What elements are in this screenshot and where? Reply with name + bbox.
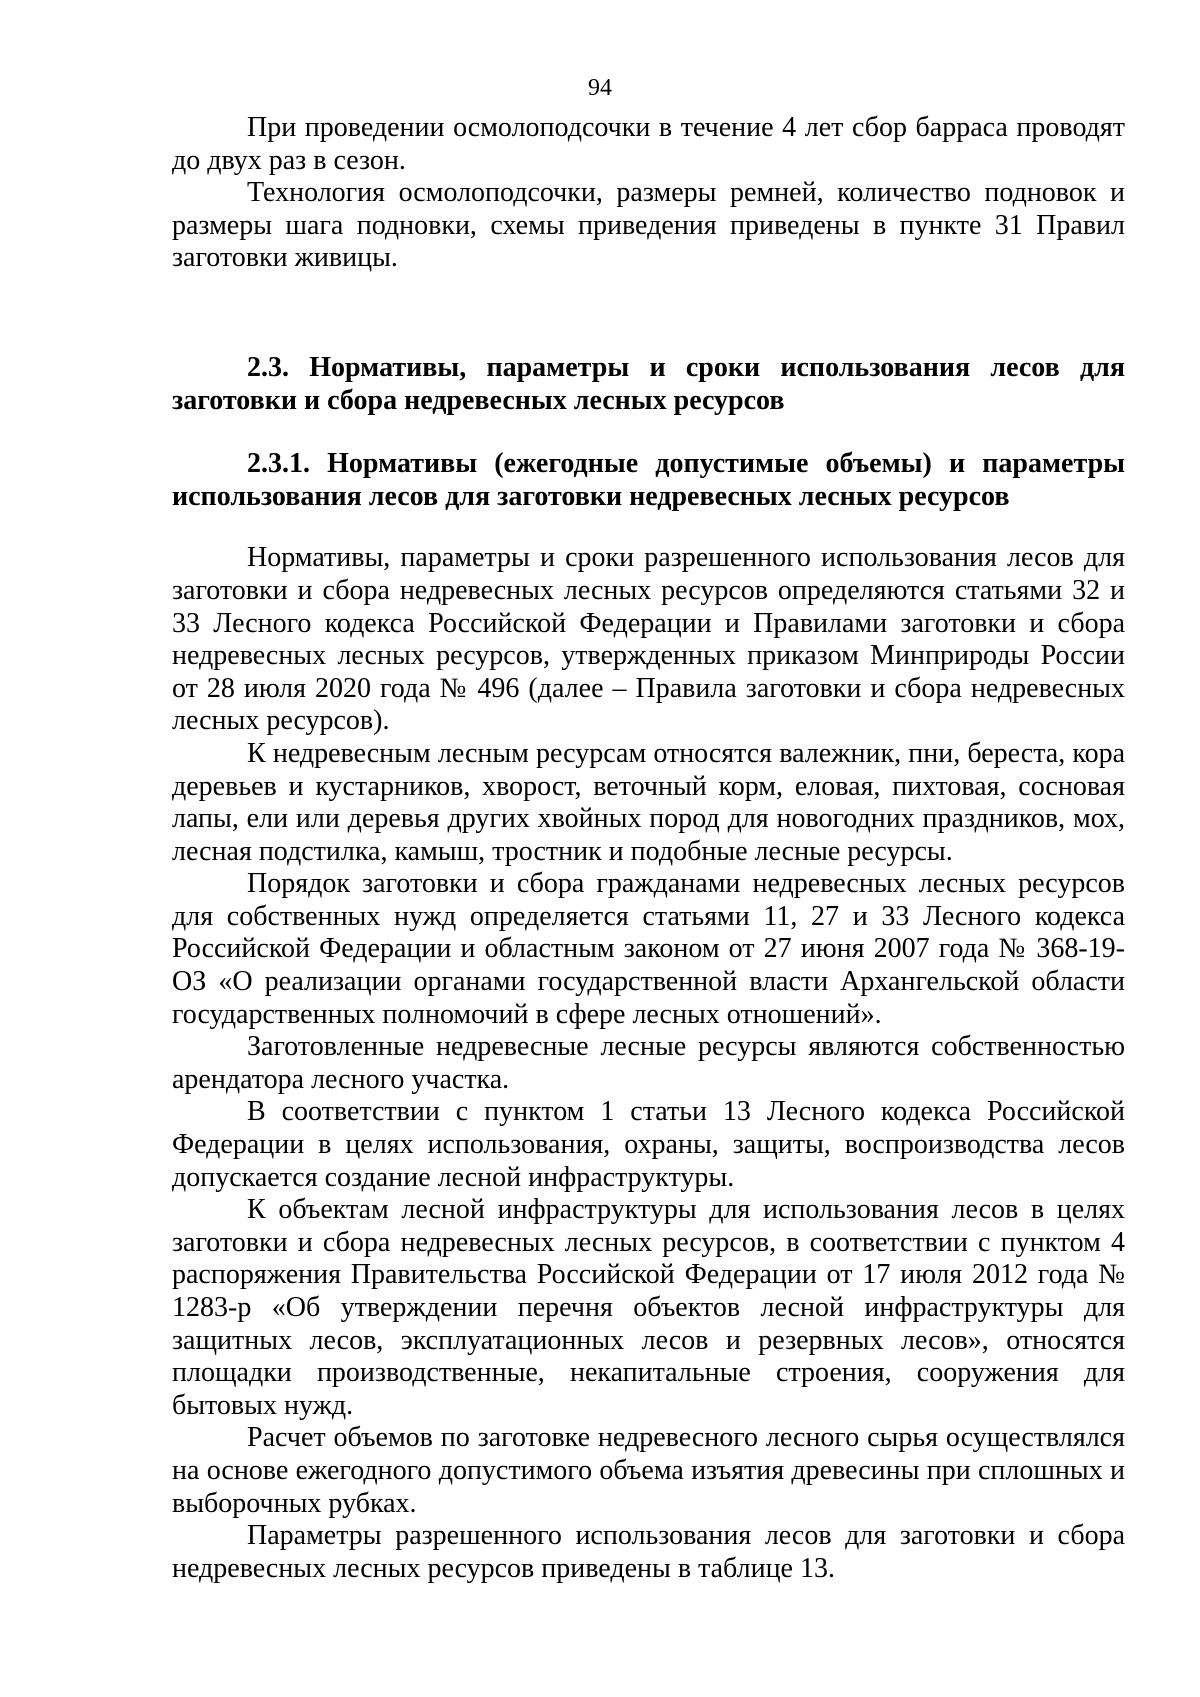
paragraph-barras: При проведении осмолоподсочки в течение 4 лет сбор барраса проводят до двух раз в сезон. [172, 112, 1125, 176]
paragraph-resources-list: К недревесным лесным ресурсам относятся валежник, пни, береста, кора деревьев и кустарников, хворост, веточный корм, еловая, пихтовая, сосновая лапы, ели или деревья других хвойных пород для новогодних праздников, мох, лесная подстилка, камыш, тростник и подобные лесные ресурсы. [172, 737, 1125, 867]
paragraph-ownership: Заготовленные недревесные лесные ресурсы являются собственностью арендатора лесного участка. [172, 1031, 1125, 1095]
paragraph-infrastructure: В соответствии с пунктом 1 статьи 13 Лесного кодекса Российской Федерации в целях использования, охраны, защиты, воспроизводства лесов допускается создание лесной инфраструктуры. [172, 1096, 1125, 1193]
subsection-heading: 2.3.1. Нормативы (ежегодные допустимые объемы) и параметры использования лесов для заготовки недревесных лесных ресурсов [172, 448, 1125, 512]
paragraph-citizens-order: Порядок заготовки и сбора гражданами недревесных лесных ресурсов для собственных нужд определяется статьями 11, 27 и 33 Лесного кодекса Российской Федерации и областным законом от 27 июня 2007 года № 368-19-ОЗ «О реализации органами государственной власти Архангельской области государственных полномочий в сфере лесных отношений». [172, 868, 1125, 1030]
paragraph-volume-calculation: Расчет объемов по заготовке недревесного лесного сырья осуществлялся на основе ежегодного допустимого объема изъятия древесины при сплошных и выборочных рубках. [172, 1422, 1125, 1519]
section-heading: 2.3. Нормативы, параметры и сроки использования лесов для заготовки и сбора недревесных лесных ресурсов [172, 351, 1125, 416]
document-body [172, 112, 1125, 1585]
paragraph-norms: Нормативы, параметры и сроки разрешенного использования лесов для заготовки и сбора недревесных лесных ресурсов определяются статьями 32 и 33 Лесного кодекса Российской Федерации и Правилами заготовки и сбора недревесных лесных ресурсов, утвержденных приказом Минприроды России от 28 июля 2020 года № 496 (далее – Правила заготовки и сбора недревесных лесных ресурсов). [172, 542, 1125, 737]
paragraph-infrastructure-objects: К объектам лесной инфраструктуры для использования лесов в целях заготовки и сбора недревесных лесных ресурсов, в соответствии с пунктом 4 распоряжения Правительства Российской Федерации от 17 июля 2012 года № 1283-р «Об утверждении перечня объектов лесной инфраструктуры для защитных лесов, эксплуатационных лесов и резервных лесов», относятся площадки производственные, некапитальные строения, сооружения для бытовых нужд. [172, 1194, 1125, 1421]
page-number: 94 [588, 75, 612, 101]
paragraph-table-reference: Параметры разрешенного использования лесов для заготовки и сбора недревесных лесных ресурсов приведены в таблице 13. [172, 1520, 1125, 1584]
paragraph-technology: Технология осмолоподсочки, размеры ремней, количество подновок и размеры шага подновки, схемы приведения приведены в пункте 31 Правил заготовки живицы. [172, 177, 1125, 274]
